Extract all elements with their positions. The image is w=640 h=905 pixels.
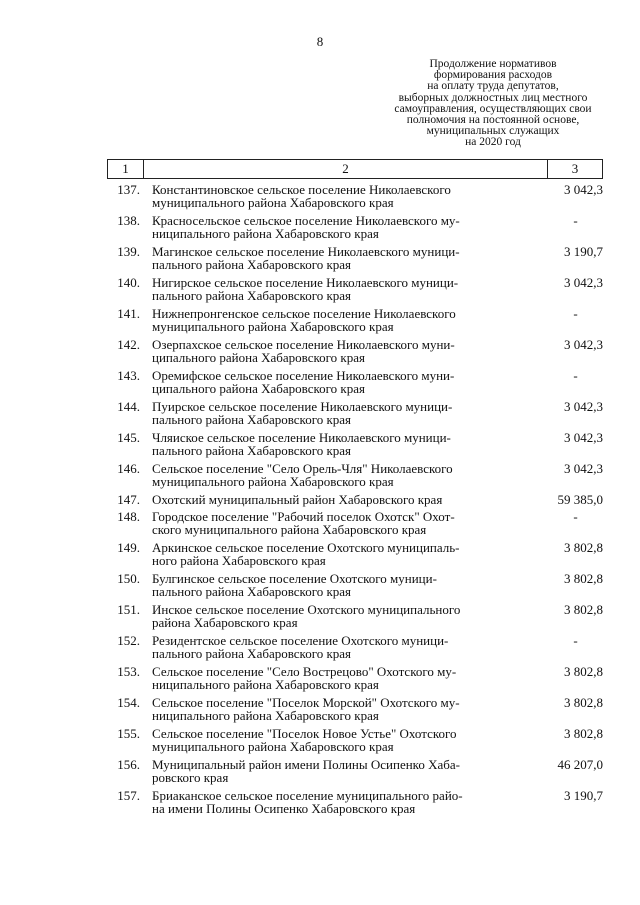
municipality-name <box>144 727 508 758</box>
row-number: 143. <box>117 368 140 383</box>
norm-value: 3 802,8 <box>564 695 603 710</box>
table-row <box>107 307 603 338</box>
municipality-name-line: муниципального района Хабаровского края <box>152 319 394 334</box>
municipality-name <box>144 696 508 727</box>
municipality-name-line: Охотский муниципальный район Хабаровского края <box>152 492 443 507</box>
municipality-name-line: Аркинское сельское поселение Охотского муниципаль- <box>152 540 460 555</box>
row-number: 157. <box>117 788 140 803</box>
table-row <box>107 369 603 400</box>
norm-value: 3 042,3 <box>564 461 603 476</box>
row-number: 142. <box>117 337 140 352</box>
norm-value: 3 042,3 <box>564 275 603 290</box>
municipality-name <box>144 307 508 338</box>
table-row <box>107 400 603 431</box>
municipality-name-line: ного района Хабаровского края <box>152 553 326 568</box>
table-row <box>107 462 603 493</box>
municipality-name-line: пального района Хабаровского края <box>152 443 352 458</box>
municipality-name-line: Сельское поселение "Село Вострецово" Охотского му- <box>152 664 457 679</box>
table-row <box>107 789 603 820</box>
municipality-name <box>144 214 508 245</box>
row-number: 144. <box>117 399 140 414</box>
norm-value: 46 207,0 <box>557 757 603 772</box>
norm-value: - <box>573 633 578 648</box>
row-number: 139. <box>117 244 140 259</box>
row-number: 156. <box>117 757 140 772</box>
caption-line: Продолжение нормативов <box>429 58 557 70</box>
row-number: 137. <box>117 182 140 197</box>
norm-value: 3 802,8 <box>564 726 603 741</box>
norm-value: 3 042,3 <box>564 399 603 414</box>
norm-value: - <box>573 213 578 228</box>
municipality-name-line: ниципального района Хабаровского края <box>152 226 379 241</box>
norm-value: - <box>573 509 578 524</box>
caption-line: выборных должностных лиц местного <box>398 91 588 104</box>
municipality-name <box>144 572 508 603</box>
row-number: 151. <box>117 602 140 617</box>
municipality-name-line: района Хабаровского края <box>152 615 298 630</box>
municipality-name-line: пального района Хабаровского края <box>152 646 352 661</box>
municipality-name-line: Инское сельское поселение Охотского муниципального <box>152 602 461 617</box>
municipality-name-line: ниципального района Хабаровского края <box>152 708 379 723</box>
municipality-name-line: ципального района Хабаровского края <box>152 350 365 365</box>
municipality-name-line: муниципального района Хабаровского края <box>152 739 394 754</box>
municipality-name <box>144 493 508 510</box>
page-number: 8 <box>316 34 324 49</box>
caption-line: самоуправления, осуществляющих свои <box>394 102 592 115</box>
municipality-name <box>144 183 508 214</box>
row-number: 148. <box>117 509 140 524</box>
row-number: 152. <box>117 633 140 648</box>
norm-value: 3 042,3 <box>564 182 603 197</box>
municipality-name <box>144 338 508 369</box>
row-number: 147. <box>117 492 140 507</box>
municipality-name-line: Сельское поселение "Поселок Морской" Охотского му- <box>152 695 460 710</box>
row-number: 138. <box>117 213 140 228</box>
municipality-name <box>144 462 508 493</box>
municipality-name <box>144 603 508 634</box>
municipality-name <box>144 789 508 820</box>
municipality-name-line: ципального района Хабаровского края <box>152 381 365 396</box>
municipality-name-line: ровского края <box>152 770 229 785</box>
table-row <box>107 510 603 541</box>
column-header-number: 1 <box>107 160 144 178</box>
table-row <box>107 758 603 789</box>
municipality-name-line: Сельское поселение "Поселок Новое Устье" Охотского <box>152 726 457 741</box>
municipality-name <box>144 369 508 400</box>
table-row <box>107 665 603 696</box>
municipality-name <box>144 245 508 276</box>
row-number: 150. <box>117 571 140 586</box>
municipality-name <box>144 541 508 572</box>
municipality-name-line: Красносельское сельское поселение Николаевского му- <box>152 213 460 228</box>
norm-value: 3 802,8 <box>564 602 603 617</box>
municipality-name-line: Нижнепронгенское сельское поселение Николаевского <box>152 306 456 321</box>
table-row <box>107 603 603 634</box>
norm-value: - <box>573 306 578 321</box>
table-row <box>107 214 603 245</box>
row-number: 145. <box>117 430 140 445</box>
column-header-name: 2 <box>144 160 548 178</box>
norm-value: 3 802,8 <box>564 664 603 679</box>
table-row <box>107 431 603 462</box>
norm-value: 3 190,7 <box>564 788 603 803</box>
caption-line: полномочия на постоянной основе, <box>406 114 580 127</box>
municipality-name-line: Бриаканское сельское поселение муниципального райо- <box>152 788 463 803</box>
municipality-name <box>144 510 508 541</box>
municipality-name <box>144 276 508 307</box>
caption-line: на 2020 год <box>465 136 521 149</box>
row-number: 149. <box>117 540 140 555</box>
municipality-name <box>144 634 508 665</box>
table-body <box>107 183 603 820</box>
row-number: 153. <box>117 664 140 679</box>
column-header-value: 3 <box>548 160 603 178</box>
norm-value: 59 385,0 <box>557 492 603 507</box>
row-number: 146. <box>117 461 140 476</box>
municipality-name-line: Пуирское сельское поселение Николаевского муници- <box>152 399 453 414</box>
municipality-name-line: Магинское сельское поселение Николаевского муници- <box>152 244 460 259</box>
caption-line: муниципальных служащих <box>426 125 560 138</box>
norm-value: 3 042,3 <box>564 430 603 445</box>
table-row <box>107 696 603 727</box>
caption-line: на оплату труда депутатов, <box>427 80 559 93</box>
municipality-name-line: Булгинское сельское поселение Охотского муници- <box>152 571 437 586</box>
table-caption <box>363 59 623 149</box>
row-number: 141. <box>117 306 140 321</box>
norm-value: 3 190,7 <box>564 244 603 259</box>
municipality-name-line: пального района Хабаровского края <box>152 584 352 599</box>
municipality-name <box>144 665 508 696</box>
municipality-name-line: муниципального района Хабаровского края <box>152 195 394 210</box>
municipality-name-line: пального района Хабаровского края <box>152 288 352 303</box>
table-row <box>107 634 603 665</box>
table-row <box>107 572 603 603</box>
municipality-name-line: на имени Полины Осипенко Хабаровского края <box>152 801 416 816</box>
municipality-name-line: Резидентское сельское поселение Охотского муници- <box>152 633 449 648</box>
norms-table <box>107 159 603 820</box>
municipality-name-line: ниципального района Хабаровского края <box>152 677 379 692</box>
table-row <box>107 541 603 572</box>
table-row <box>107 245 603 276</box>
norm-value: 3 042,3 <box>564 337 603 352</box>
municipality-name-line: Константиновское сельское поселение Николаевского <box>152 182 451 197</box>
caption-line: формирования расходов <box>433 69 553 82</box>
municipality-name-line: Чляиское сельское поселение Николаевского муници- <box>152 430 451 445</box>
norm-value: - <box>573 368 578 383</box>
table-row <box>107 276 603 307</box>
table-row <box>107 493 603 510</box>
municipality-name-line: Озерпахское сельское поселение Николаевского муни- <box>152 337 455 352</box>
table-row <box>107 338 603 369</box>
row-number: 154. <box>117 695 140 710</box>
municipality-name <box>144 400 508 431</box>
municipality-name-line: муниципального района Хабаровского края <box>152 474 394 489</box>
municipality-name-line: пального района Хабаровского края <box>152 257 352 272</box>
table-header-row <box>107 159 603 179</box>
municipality-name <box>144 758 508 789</box>
municipality-name-line: Городское поселение "Рабочий поселок Охотск" Охот- <box>152 509 455 524</box>
row-number: 155. <box>117 726 140 741</box>
norm-value: 3 802,8 <box>564 571 603 586</box>
table-row <box>107 183 603 214</box>
norm-value: 3 802,8 <box>564 540 603 555</box>
municipality-name-line: Нигирское сельское поселение Николаевского муници- <box>152 275 459 290</box>
municipality-name-line: Оремифское сельское поселение Николаевского муни- <box>152 368 455 383</box>
municipality-name-line: Муниципальный район имени Полины Осипенко Хаба- <box>152 757 460 772</box>
municipality-name-line: Сельское поселение "Село Орель-Чля" Николаевского <box>152 461 453 476</box>
municipality-name-line: ского муниципального района Хабаровского края <box>152 522 427 537</box>
municipality-name-line: пального района Хабаровского края <box>152 412 352 427</box>
row-number: 140. <box>117 275 140 290</box>
municipality-name <box>144 431 508 462</box>
table-row <box>107 727 603 758</box>
